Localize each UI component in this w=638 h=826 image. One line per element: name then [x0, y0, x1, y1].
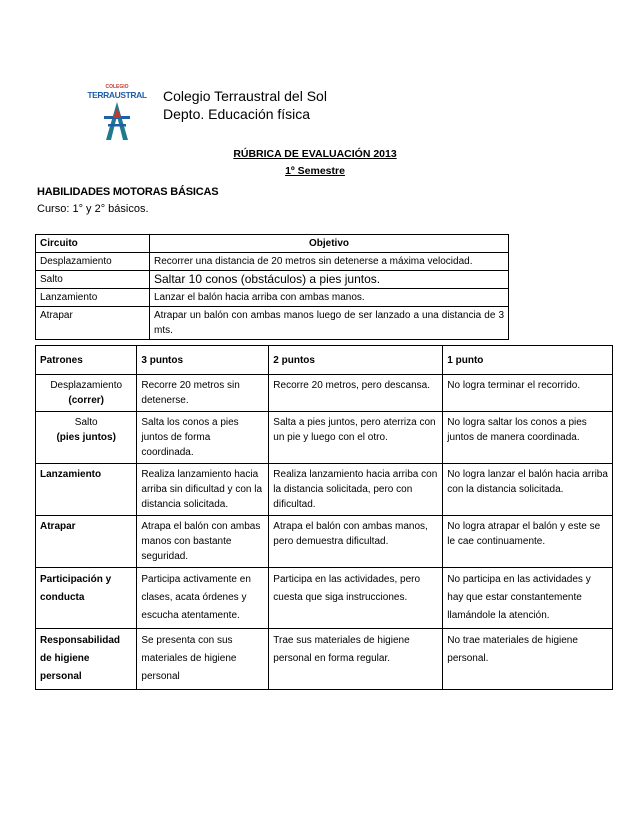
one-point-cell: No trae materiales de higiene personal.: [443, 629, 613, 690]
circuit-name: Atrapar: [36, 307, 150, 340]
two-points-cell: Realiza lanzamiento hacia arriba con la distancia solicitada, pero con dificultad.: [269, 464, 443, 516]
three-points-cell: Se presenta con sus materiales de higiene personal: [137, 629, 269, 690]
logo-top-text: COLEGIO: [105, 84, 129, 90]
three-points-cell: Atrapa el balón con ambas manos con bastante seguridad.: [137, 516, 269, 568]
pattern-cell: [36, 375, 137, 412]
section-title: HABILIDADES MOTORAS BÁSICAS: [37, 186, 219, 198]
logo-main-text: TERRAUSTRAL: [87, 90, 147, 100]
three-points-header: 3 puntos: [137, 346, 269, 375]
pattern-name: Salto: [74, 417, 98, 428]
patterns-header: Patrones: [36, 346, 137, 375]
one-point-cell: No logra terminar el recorrido.: [443, 375, 613, 412]
rubric-header-row: [36, 346, 613, 375]
circuit-row: [36, 289, 509, 307]
rubric-table: [35, 345, 613, 690]
three-points-cell: Realiza lanzamiento hacia arriba sin dificultad y con la distancia solicitada.: [137, 464, 269, 516]
circuit-header-row: [36, 235, 509, 253]
school-logo: [87, 82, 147, 142]
rubric-row: [36, 516, 613, 568]
circuit-objective: Atrapar un balón con ambas manos luego de ser lanzado a una distancia de 3 mts.: [150, 307, 509, 340]
rubric-row: [36, 568, 613, 629]
document-title: RÚBRICA DE EVALUACIÓN 2013: [233, 148, 397, 160]
pattern-subtitle: (correr): [68, 395, 104, 406]
school-info: [163, 87, 327, 123]
pattern-subtitle: (pies juntos): [56, 432, 116, 443]
one-point-cell: No logra lanzar el balón hacia arriba con la distancia solicitada.: [443, 464, 613, 516]
two-points-cell: Recorre 20 metros, pero descansa.: [269, 375, 443, 412]
one-point-cell: No logra saltar los conos a pies juntos de manera coordinada.: [443, 412, 613, 464]
circuit-row: [36, 307, 509, 340]
rubric-row: [36, 412, 613, 464]
circuit-objective: Recorrer una distancia de 20 metros sin detenerse a máxima velocidad.: [150, 253, 509, 271]
rubric-row: [36, 464, 613, 516]
two-points-cell: Participa en las actividades, pero cuesta que siga instrucciones.: [269, 568, 443, 629]
one-point-cell: No logra atrapar el balón y este se le cae continuamente.: [443, 516, 613, 568]
pattern-name: Participación y conducta: [36, 568, 137, 629]
circuit-table: [35, 234, 509, 340]
circuit-row: [36, 271, 509, 289]
three-points-cell: Recorre 20 metros sin detenerse.: [137, 375, 269, 412]
one-point-cell: No participa en las actividades y hay que estar constantemente llamándole la atención.: [443, 568, 613, 629]
school-name: Colegio Terraustral del Sol: [163, 88, 327, 104]
document-title-block: [180, 146, 450, 180]
department-name: Depto. Educación física: [163, 106, 311, 122]
two-points-cell: Trae sus materiales de higiene personal en forma regular.: [269, 629, 443, 690]
circuit-row: [36, 253, 509, 271]
three-points-cell: Salta los conos a pies juntos de forma coordinada.: [137, 412, 269, 464]
two-points-cell: Atrapa el balón con ambas manos, pero demuestra dificultad.: [269, 516, 443, 568]
pattern-name: Lanzamiento: [36, 464, 137, 516]
circuit-name: Lanzamiento: [36, 289, 150, 307]
circuit-name: Salto: [36, 271, 150, 289]
pattern-name: Responsabilidad de higiene personal: [36, 629, 137, 690]
three-points-cell: Participa activamente en clases, acata órdenes y escucha atentamente.: [137, 568, 269, 629]
circuit-objective: Lanzar el balón hacia arriba con ambas manos.: [150, 289, 509, 307]
one-point-header: 1 punto: [443, 346, 613, 375]
pattern-name: Atrapar: [36, 516, 137, 568]
circuit-objective: Saltar 10 conos (obstáculos) a pies juntos.: [150, 271, 509, 289]
objective-header: Objetivo: [150, 235, 509, 253]
semester-label: 1º Semestre: [285, 165, 345, 177]
circuit-header: Circuito: [36, 235, 150, 253]
circuit-name: Desplazamiento: [36, 253, 150, 271]
pattern-cell: [36, 412, 137, 464]
course-label: Curso: 1° y 2° básicos.: [37, 203, 149, 215]
two-points-cell: Salta a pies juntos, pero aterriza con un pie y luego con el otro.: [269, 412, 443, 464]
pattern-name: Desplazamiento: [50, 380, 123, 391]
rubric-row: [36, 629, 613, 690]
two-points-header: 2 puntos: [269, 346, 443, 375]
rubric-row: [36, 375, 613, 412]
